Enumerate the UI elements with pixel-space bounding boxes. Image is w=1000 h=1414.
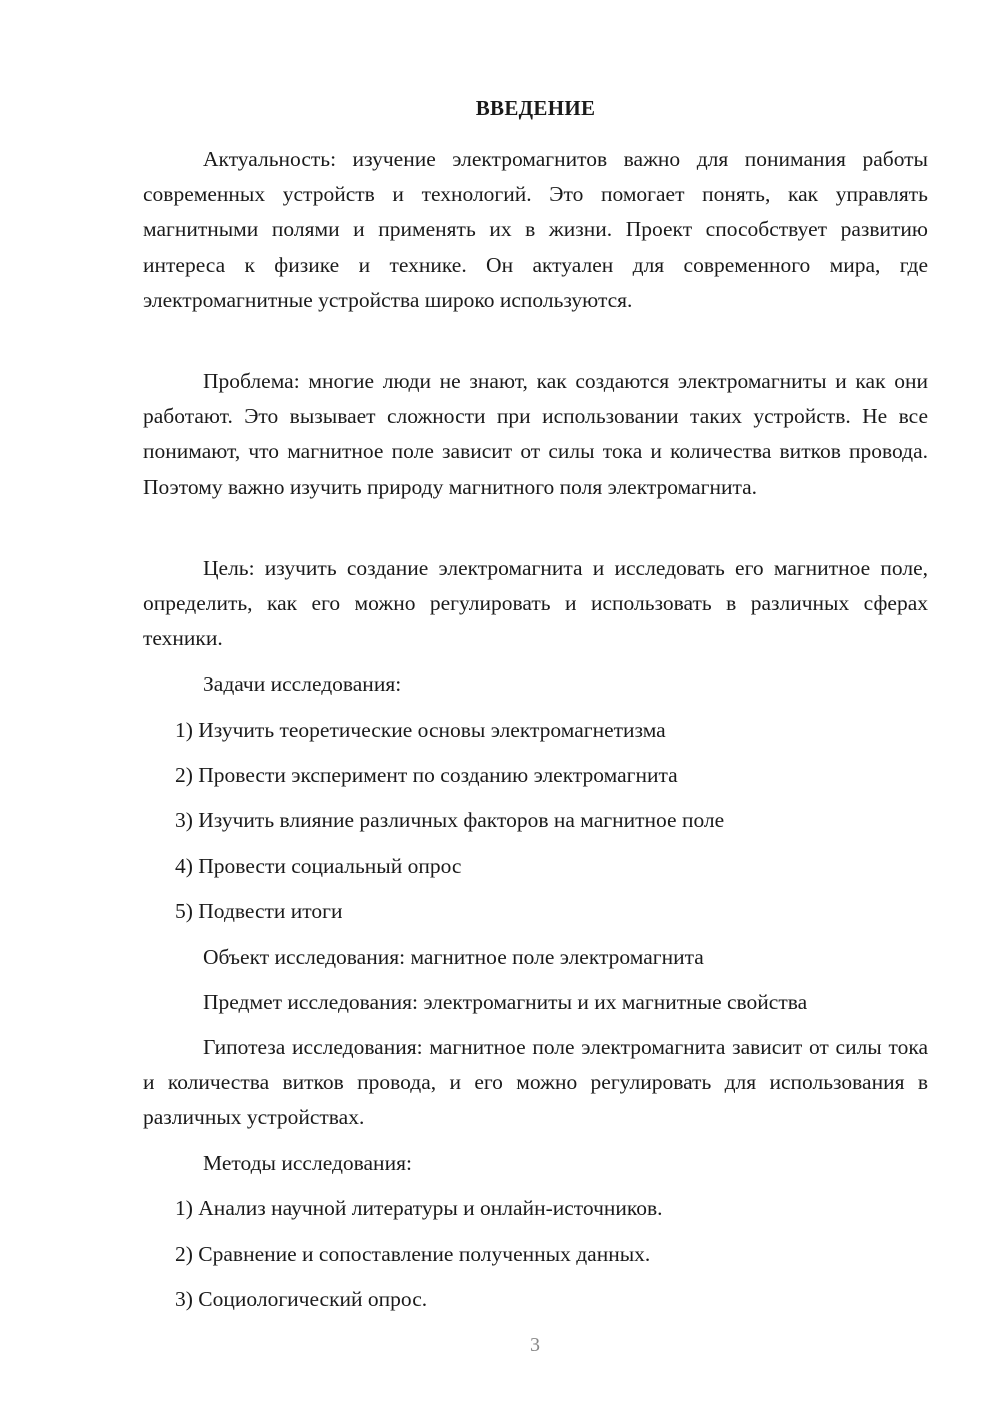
methods-heading: Методы исследования:	[203, 1151, 412, 1175]
method-item: 1) Анализ научной литературы и онлайн-источников.	[175, 1196, 663, 1220]
task-item: 5) Подвести итоги	[175, 899, 343, 923]
task-item: 2) Провести эксперимент по созданию электромагнита	[175, 763, 678, 787]
research-object: Объект исследования: магнитное поле электромагнита	[203, 945, 704, 969]
paragraph-relevance: Актуальность: изучение электромагнитов важно для понимания работы современных устройств и технологий. Это помогает понять, как управлять магнитными полями и применять их в жизни. Проект способствует развитию интереса к физике и технике. Он актуален для современного мира, где электромагнитные устройства широко используются.	[143, 147, 928, 312]
research-subject: Предмет исследования: электромагниты и их магнитные свойства	[203, 990, 808, 1014]
task-item: 1) Изучить теоретические основы электромагнетизма	[175, 718, 666, 742]
paragraph-hypothesis: Гипотеза исследования: магнитное поле электромагнита зависит от силы тока и количества витков провода, и его можно регулировать для использования в различных устройствах.	[143, 1035, 928, 1130]
page-title: ВВЕДЕНИЕ	[475, 96, 596, 120]
tasks-heading: Задачи исследования:	[203, 672, 402, 696]
method-item: 3) Социологический опрос.	[175, 1287, 428, 1311]
paragraph-goal: Цель: изучить создание электромагнита и исследовать его магнитное поле, определить, как его можно регулировать и использовать в различных сферах техники.	[143, 556, 928, 651]
paragraph-problem: Проблема: многие люди не знают, как создаются электромагниты и как они работают. Это вызывает сложности при использовании таких устройств. Не все понимают, что магнитное поле зависит от силы тока и количества витков провода. Поэтому важно изучить природу магнитного поля электромагнита.	[143, 369, 928, 499]
method-item: 2) Сравнение и сопоставление полученных данных.	[175, 1242, 651, 1266]
task-item: 4) Провести социальный опрос	[175, 854, 462, 878]
task-item: 3) Изучить влияние различных факторов на магнитное поле	[175, 808, 725, 832]
page-number: 3	[530, 1334, 540, 1356]
